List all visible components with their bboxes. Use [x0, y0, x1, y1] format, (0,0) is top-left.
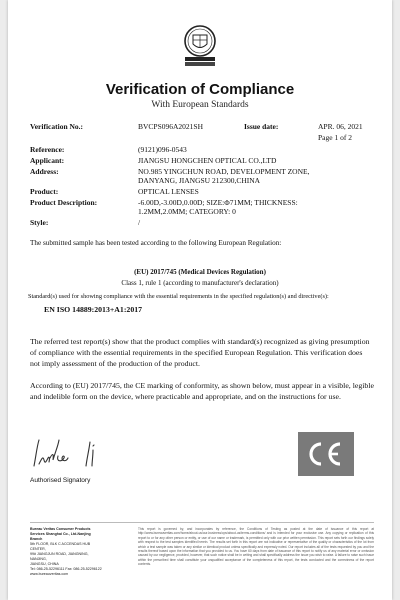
- conclusion-text: The referred test report(s) show that the product complies with standard(s) recognized as giving presumption of compliance with the essential requirements in the specified European Regulation. This verification does not imply assessment of the production of the product.: [30, 337, 370, 368]
- footer-line: Services Shanghai Co., Ltd-Nanjing: [30, 532, 91, 536]
- footer-line: 99# JIANGJUN ROAD, JIANGNING,: [30, 552, 89, 556]
- ce-marking-text: According to (EU) 2017/745, the CE marking of conformity, as shown below, must appear in a visible, legible and indelible form on the device, where practicable and appropriate, and on the instructions for use.: [30, 381, 374, 401]
- document-subtitle: With European Standards: [151, 100, 249, 110]
- field-product: [30, 187, 374, 196]
- field-label: Applicant:: [30, 156, 65, 165]
- intro-text: The submitted sample has been tested according to the following European Regulation:: [30, 239, 282, 247]
- page-number: Page 1 of 2: [318, 133, 352, 142]
- field-value: (9121)096-0543: [138, 145, 187, 154]
- handwritten-signature: [30, 436, 120, 470]
- field-value: DANYANG, JIANGSU 212300,CHINA: [138, 176, 261, 185]
- field-style: [30, 218, 374, 227]
- field-reference: [30, 145, 374, 154]
- field-label: Address:: [30, 167, 59, 176]
- regulation-name: (EU) 2017/745 (Medical Devices Regulation): [134, 268, 266, 276]
- footer-line: Tel: 086-25-52296111 Fax: 086-25-52296122: [30, 567, 102, 571]
- footer-divider: [30, 522, 374, 523]
- footer-line: NANJING,: [30, 557, 47, 561]
- field-product-description: [30, 198, 374, 207]
- bureau-veritas-seal-icon: [176, 20, 224, 68]
- certificate-page: [8, 0, 392, 600]
- field-value: JIANGSU HONGCHEN OPTICAL CO.,LTD: [138, 156, 277, 165]
- legal-disclaimer: This report is governed by, and incorporates by reference, the Conditions of Testing as posted at the date of issuance of this report at http://www.bureauveritas.com/home/about-us/our-business/cps/about-us/terms-conditions/ and is intended for your exclusive use. Any copying or replication of this report to or for any other person or entity, or use of our name or trademark, is permitted only with our prior written permission. This report sets forth our findings solely with respect to the test samples identified herein. The results set forth in this report are not indicative or representative of the quality or characteristics of the lot from which a test sample was taken or any similar or identical product unless specifically and expressly noted. Our report includes all of the tests requested by you and the results thereof based upon the information that you provided to us. You have 60 days from date of issuance of this report to notify us of any material error or omission caused by our negligence, provided, however, that such notice shall be in writing and shall specifically address the issue you wish to raise. A failure to raise such issue within the prescribed time shall constitute your unqualified acceptance of the completeness of this report, the tests conducted and the correctness of the report contents.: [138, 527, 374, 567]
- standard-reference: EN ISO 14889:2013+A1:2017: [44, 305, 143, 314]
- field-applicant: [30, 156, 374, 165]
- field-value: OPTICAL LENSES: [138, 187, 199, 196]
- field-value: NO.985 YINGCHUN ROAD, DEVELOPMENT ZONE,: [138, 167, 310, 176]
- footer-line: CENTER,: [30, 547, 46, 551]
- footer-line: www.bureauveritas.com: [30, 572, 69, 576]
- footer-line: Branch: [30, 537, 43, 541]
- verification-label: Verification No.:: [30, 122, 84, 131]
- field-label: Style:: [30, 218, 49, 227]
- verification-value: BVCPS096A2021SH: [138, 122, 204, 131]
- verification-number-row: [30, 122, 83, 131]
- authorised-signatory-label: Authorised Signatory: [30, 477, 91, 484]
- issue-date-value: APR. 06, 2021: [318, 122, 363, 131]
- footer-line: Bureau Veritas Consumer Products: [30, 527, 91, 531]
- field-value: /: [138, 218, 141, 227]
- field-label: Product Description:: [30, 198, 98, 207]
- field-address: [30, 167, 374, 176]
- bureau-veritas-logo: [176, 20, 224, 68]
- issue-date-label: Issue date:: [244, 122, 279, 131]
- field-label: Product:: [30, 187, 59, 196]
- footer-line: 5th FLOOR, BLK C ACCENDAS HUB: [30, 542, 91, 546]
- standards-intro: Standard(s) used for showing compliance with the essential requirements in the specified regulation(s) and directive(s):: [28, 293, 329, 300]
- ce-mark-icon: [306, 440, 346, 468]
- field-label: Reference:: [30, 145, 65, 154]
- footer-line: JIANGSU, CHINA: [30, 562, 59, 566]
- document-title: Verification of Compliance: [105, 81, 295, 98]
- ce-mark: [298, 432, 354, 476]
- regulation-class: Class 1, rule 1 (according to manufacturer's declaration): [121, 279, 279, 287]
- company-address-block: [30, 527, 124, 577]
- field-value: 1.2MM,2.0MM; CATEGORY: 0: [138, 207, 236, 216]
- field-value: -6.00D,-3.00D,0.00D; SIZE:Φ71MM; THICKNESS:: [138, 198, 298, 207]
